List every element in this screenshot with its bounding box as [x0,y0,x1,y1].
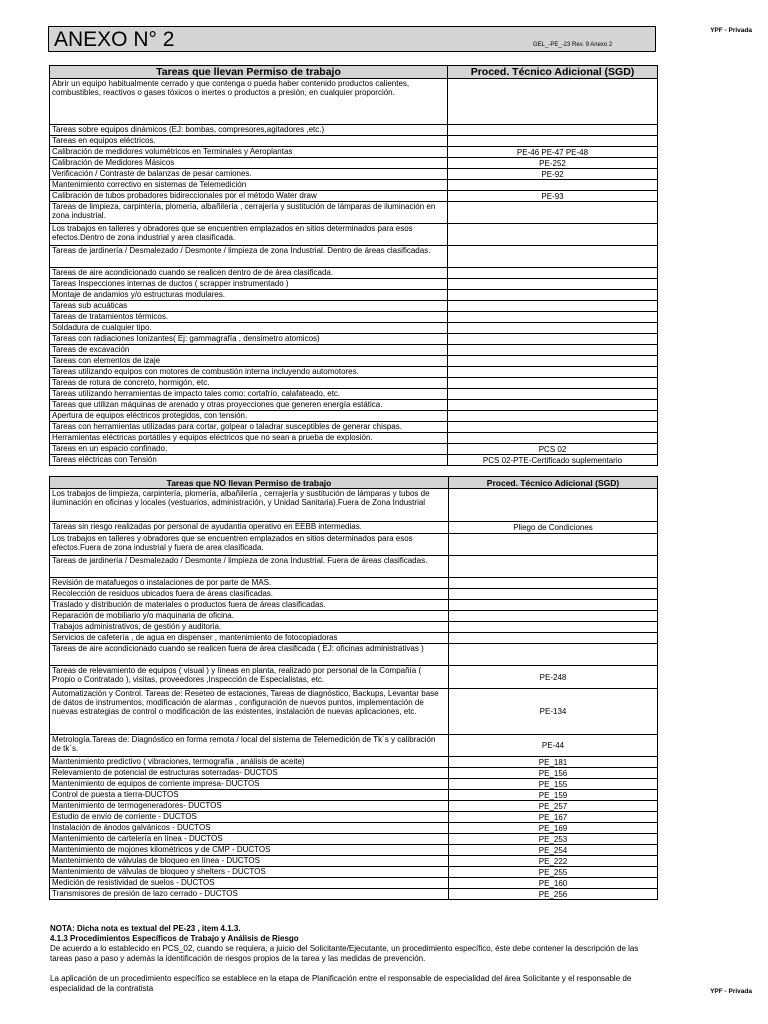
task-cell: Tareas de tratamientos térmicos. [50,312,448,323]
procedure-cell: PE-93 [448,191,658,202]
table-row [50,489,658,522]
table-row [50,757,658,768]
table-row [50,246,658,268]
procedure-cell [448,345,658,356]
procedure-cell: PE_156 [449,768,658,779]
procedure-cell: PE_160 [449,878,658,889]
task-cell: Reparación de mobiliario y/o maquinaria de oficina. [50,611,449,622]
task-cell: Transmisores de presión de lazo cerrado - DUCTOS [50,889,449,900]
page-title: ANEXO N° 2 [54,28,175,51]
procedure-cell: Pliego de Condiciones [449,522,658,534]
task-cell: Tareas de limpieza, carpintería, plomería, albañilería , cerrajería y sustitución de lámparas de iluminación en zona industrial. [50,202,448,224]
table-row [50,578,658,589]
task-cell: Tareas utilizando equipos con motores de combustión interna incluyendo automotores. [50,367,448,378]
procedure-cell [448,79,658,125]
task-cell: Instalación de ánodos galvánicos - DUCTOS [50,823,449,834]
task-cell: Los trabajos en talleres y obradores que se encuentren emplazados en sitios determinados para esos efectos.Fuera de zona industrial y fuera de area clasificada. [50,534,449,556]
task-cell: Tareas con herramientas utilizadas para cortar, golpear o taladrar susceptibles de generar chispas. [50,422,448,433]
procedure-cell: PE_159 [449,790,658,801]
table-row [50,433,658,444]
table-row [50,768,658,779]
task-cell: Tareas utilizando herramientas de impacto tales como: cortafrío, calafateado, etc. [50,389,448,400]
table-row [50,823,658,834]
task-cell: Calibración de medidores volumétricos en Terminales y Aeroplantas [50,147,448,158]
table-row [50,779,658,790]
table-row [50,224,658,246]
task-cell: Mantenimiento de mojones kilométricos y de CMP - DUCTOS [50,845,449,856]
table-row [50,622,658,633]
task-cell: Medición de resistividad de suelos - DUCTOS [50,878,449,889]
task-cell: Mantenimiento de cartelería en línea - DUCTOS [50,834,449,845]
task-cell: Traslado y distribución de materiales o productos fuera de áreas clasificadas. [50,600,449,611]
permit-required-table [49,65,658,466]
task-cell: Los trabajos en talleres y obradores que se encuentren emplazados en sitios determinados para esos efectos.Dentro de zona industrial y area clasificada. [50,224,448,246]
procedure-cell [448,224,658,246]
procedure-cell: PE-252 [448,158,658,169]
procedure-cell [449,600,658,611]
task-cell: Tareas que utilizan máquinas de arenado y otras proyecciones que generen energía estática. [50,400,448,411]
procedure-cell [449,589,658,600]
task-cell: Tareas sin riesgo realizadas por personal de ayudantía operativo en EEBB intermedias. [50,522,449,534]
procedure-cell [448,312,658,323]
table-row [50,147,658,158]
table-row [50,301,658,312]
task-cell: Apertura de equipos eléctricos protegidos, con tensión. [50,411,448,422]
procedure-cell [448,202,658,224]
table-row [50,400,658,411]
table-row [50,790,658,801]
table-row [50,735,658,757]
table-row [50,191,658,202]
procedure-cell [448,411,658,422]
procedure-cell: PE_181 [449,757,658,768]
table-row [50,867,658,878]
task-cell: Los trabajos de limpieza, carpintería, plomería, albañilería , cerrajería y sustitución de lámparas y tubos de iluminación en oficinas y locales (vestuarios, administración, y Unidad Sanitaria).Fuera de Zona Industrial [50,489,449,522]
procedure-cell: PE-46 PE-47 PE-48 [448,147,658,158]
table-row [50,345,658,356]
table-row [50,812,658,823]
column-header-tasks: Tareas que NO llevan Permiso de trabajo [50,477,449,489]
procedure-cell [449,644,658,666]
task-cell: Verificación / Contraste de balanzas de pesar camiones. [50,169,448,180]
task-cell: Abrir un equipo habitualmente cerrado y que contenga o pueda haber contenido productos calientes, combustibles, reactivos o gases tóxicos o inertes o productos a presión, en cualquier proporción. [50,79,448,125]
procedure-cell: PE-248 [449,666,658,689]
procedure-cell: PE_255 [449,867,658,878]
procedure-cell [448,323,658,334]
table-row [50,202,658,224]
procedure-cell [448,301,658,312]
task-cell: Tareas sobre equipos dinámicos (EJ: bombas, compresores,agitadores ,etc.) [50,125,448,136]
table-row [50,279,658,290]
task-cell: Servicios de cafetería , de agua en dispenser , mantenimiento de fotocopiadoras [50,633,449,644]
table-row [50,522,658,534]
procedure-cell: PE_155 [449,779,658,790]
table-row [50,878,658,889]
task-cell: Mantenimiento predictivo ( vibraciones, termografía , análisis de aceite) [50,757,449,768]
task-cell: Tareas en equipos eléctricos. [50,136,448,147]
note-subtitle: 4.1.3 Procedimientos Específicos de Trabajo y Análisis de Riesgo [50,934,299,943]
procedure-cell [449,622,658,633]
procedure-cell [449,534,658,556]
table-row [50,334,658,345]
procedure-cell [448,268,658,279]
table-row [50,801,658,812]
procedure-cell [448,367,658,378]
task-cell: Tareas de excavación [50,345,448,356]
task-cell: Recolección de residuos ubicados fuera de áreas clasificadas. [50,589,449,600]
task-cell: Revisión de matafuegos o instalaciones de por parte de MAS. [50,578,449,589]
procedure-cell: PCS 02-PTE-Certificado suplementario [448,455,658,466]
procedure-cell [448,180,658,191]
procedure-cell: PE_222 [449,856,658,867]
procedure-cell: PE_169 [449,823,658,834]
table-row [50,367,658,378]
task-cell: Calibración de Medidores Másicos [50,158,448,169]
procedure-cell [448,279,658,290]
table-row [50,411,658,422]
procedure-cell [449,633,658,644]
procedure-cell: PE_256 [449,889,658,900]
task-cell: Mantenimiento de termogeneradores- DUCTOS [50,801,449,812]
procedure-cell [448,125,658,136]
task-cell: Tareas eléctricas con Tensión [50,455,448,466]
table-row [50,169,658,180]
task-cell: Soldadura de cualquier tipo. [50,323,448,334]
column-header-procedure: Proced. Técnico Adicional (SGD) [449,477,658,489]
table-row [50,356,658,367]
table-row [50,158,658,169]
note-paragraph-1: De acuerdo a lo establecido en PCS_02, cuando se requiera, a juicio del Solicitante/Ejecutante, un procedimiento específico, éste debe contener la descripción de las tareas paso a paso y además la identificación de riesgos propios de la tarea y las medidas de prevención. [50,944,639,963]
table-header-row [50,66,658,79]
procedure-cell: PE_257 [449,801,658,812]
table-row [50,290,658,301]
procedure-cell: PE_254 [449,845,658,856]
table-row [50,856,658,867]
table-row [50,534,658,556]
table-row [50,422,658,433]
table-row [50,136,658,147]
task-cell: Automatización y Control. Tareas de: Reseteo de estaciones, Tareas de diagnóstico, Backups, Levantar base de datos de instrumentos, modificación de alarmas , configuración de nuevos puntos, implementación de nuevas estrategias de control o modificación de las existentes, instalación de nuevas aplicaciones, etc. [50,689,449,735]
table-row [50,444,658,455]
task-cell: Montaje de andamios y/o estructuras modulares. [50,290,448,301]
task-cell: Tareas de aire acondicionado cuando se realicen fuera de área clasificada ( EJ: oficinas administrativas ) [50,644,449,666]
table-row [50,611,658,622]
column-header-tasks: Tareas que llevan Permiso de trabajo [50,66,448,79]
table-row [50,633,658,644]
procedure-cell [448,400,658,411]
notes-section [50,924,660,994]
document-reference: GEL_-PE_-23 Rev. 9 Anexo 2 [533,42,613,48]
task-cell: Mantenimiento de válvulas de bloqueo en línea - DUCTOS [50,856,449,867]
task-cell: Trabajos administrativos, de gestión y auditoria. [50,622,449,633]
annex-header [48,26,656,52]
table-row [50,268,658,279]
procedure-cell: PE_253 [449,834,658,845]
procedure-cell [448,356,658,367]
table-row [50,180,658,191]
procedure-cell [448,246,658,268]
note-paragraph-2: La aplicación de un procedimiento específico se establece en la etapa de Planificación entre el responsable de especialidad del área Solicitante y el responsable de especialidad de la contratista [50,974,632,993]
task-cell: Metrología.Tareas de: Diagnóstico en forma remota / local del sistema de Telemedición de Tk´s y calibración de tk´s. [50,735,449,757]
procedure-cell [448,334,658,345]
table-row [50,125,658,136]
procedure-cell: PCS 02 [448,444,658,455]
task-cell: Tareas sub acuáticas [50,301,448,312]
procedure-cell [448,378,658,389]
table-row [50,589,658,600]
procedure-cell: PE-134 [449,689,658,735]
table-row [50,389,658,400]
task-cell: Mantenimiento de equipos de corriente impresa- DUCTOS [50,779,449,790]
note-title: NOTA: Dicha nota es textual del PE-23 , item 4.1.3. [50,924,241,933]
column-header-procedure: Proced. Técnico Adicional (SGD) [448,66,658,79]
task-cell: Tareas de relevamiento de equipos ( visual ) y líneas en planta, realizado por personal de la Compañía ( Propio o Contratado ), visitas, proveedores ,Inspección de Especialistas, etc. [50,666,449,689]
task-cell: Mantenimiento de válvulas de bloqueo y shelters - DUCTOS [50,867,449,878]
table-row [50,666,658,689]
task-cell: Control de puesta a tierra-DUCTOS [50,790,449,801]
task-cell: Relevamiento de potencial de estructuras soterradas- DUCTOS [50,768,449,779]
procedure-cell: PE_167 [449,812,658,823]
table-row [50,834,658,845]
task-cell: Estudio de envío de corriente - DUCTOS [50,812,449,823]
procedure-cell: PE-44 [449,735,658,757]
procedure-cell [449,556,658,578]
table-row [50,600,658,611]
classification-label-bottom: YPF - Privada [710,988,752,995]
no-permit-table [49,476,658,900]
procedure-cell: PE-92 [448,169,658,180]
table-row [50,312,658,323]
table-row [50,323,658,334]
table-row [50,556,658,578]
table-row [50,455,658,466]
procedure-cell [449,578,658,589]
table-row [50,79,658,125]
task-cell: Mantenimiento correctivo en sistemas de Telemedición [50,180,448,191]
task-cell: Tareas de rotura de concreto, hormigón, etc. [50,378,448,389]
task-cell: Tareas de jardinería / Desmalezado / Desmonte / limpieza de zona Industrial. Fuera de áreas clasificadas. [50,556,449,578]
task-cell: Tareas en un espacio confinado. [50,444,448,455]
procedure-cell [449,611,658,622]
procedure-cell [448,433,658,444]
procedure-cell [448,422,658,433]
procedure-cell [448,136,658,147]
task-cell: Herramientas eléctricas portátiles y equipos eléctricos que no sean a prueba de explosión. [50,433,448,444]
table-header-row [50,477,658,489]
task-cell: Tareas con radiaciones Ionizantes( Ej: gammagrafía , densimetro atomicos) [50,334,448,345]
table-row [50,644,658,666]
procedure-cell [449,489,658,522]
task-cell: Tareas de jardinería / Desmalezado / Desmonte / limpieza de zona Industrial. Dentro de áreas clasificadas. [50,246,448,268]
procedure-cell [448,290,658,301]
table-row [50,689,658,735]
classification-label-top: YPF - Privada [710,27,752,34]
procedure-cell [448,389,658,400]
task-cell: Tareas con elementos de izaje [50,356,448,367]
table-row [50,378,658,389]
task-cell: Calibración de tubos probadores bidireccionales por el método Water draw [50,191,448,202]
table-row [50,889,658,900]
task-cell: Tareas de aire acondicionado cuando se realicen dentro de de área clasificada. [50,268,448,279]
table-row [50,845,658,856]
task-cell: Tareas Inspecciones internas de ductos ( scrapper instrumentado ) [50,279,448,290]
